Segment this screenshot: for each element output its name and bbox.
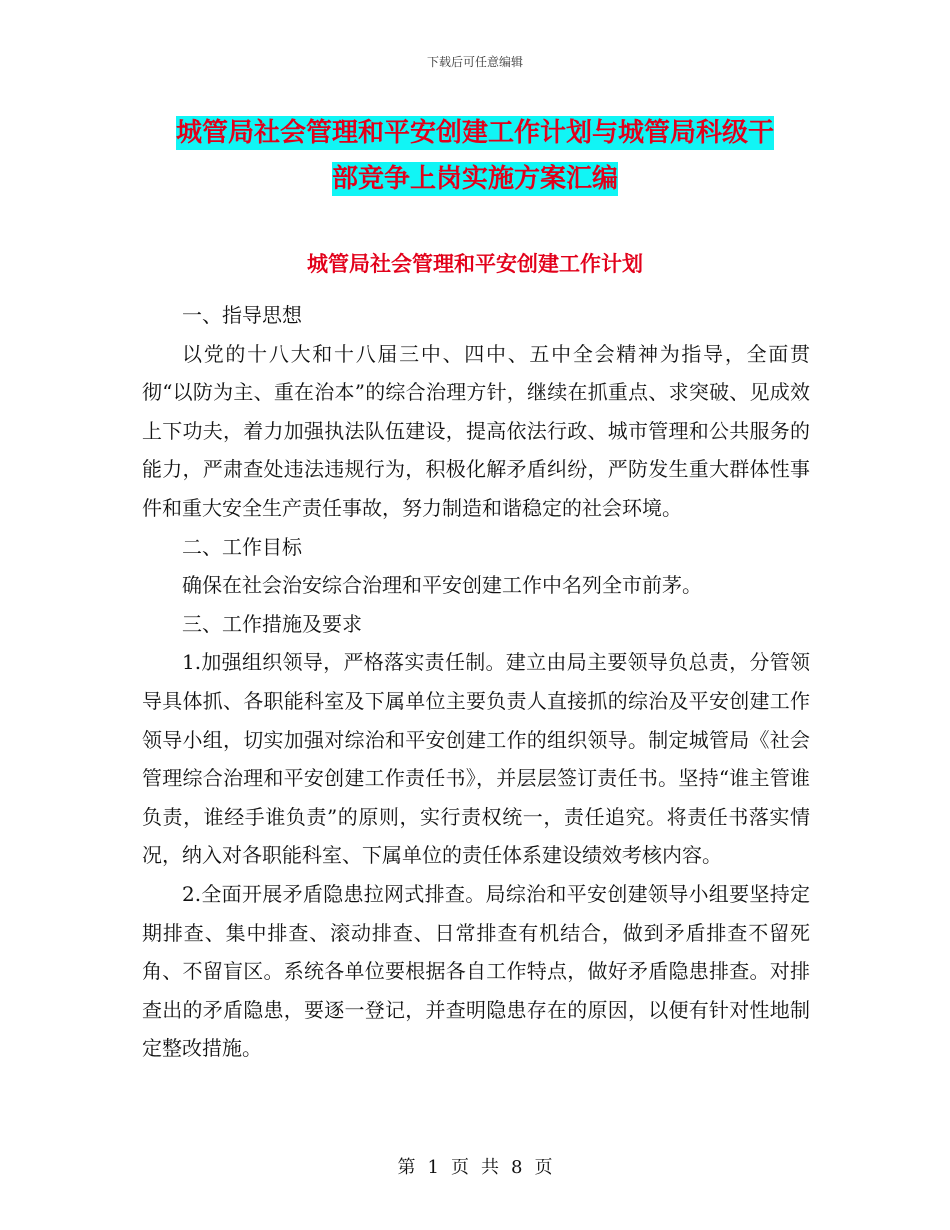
heading-work-goal: 二、工作目标: [182, 534, 302, 559]
paragraph-measure-1: 1.加强组织领导，严格落实责任制。建立由局主要领导负总责，分管领导具体抓、各职能科室及下属单位主要负责人直接抓的综治及平安创建工作领导小组，切实加强对综治和平安创建工作的组织领导。制定城管局《社会管理综合治理和平安创建工作责任书》，并层层签订责任书。坚持“谁主管谁负责，谁经手谁负责”的原则，实行责权统一，责任追究。将责任书落实情况，纳入对各职能科室、下属单位的责任体系建设绩效考核内容。: [142, 650, 810, 868]
title-highlight-2: 部竞争上岗实施方案汇编: [331, 164, 618, 194]
header-note: 下载后可任意编辑: [426, 55, 523, 69]
page-footer: [0, 1153, 950, 1179]
paragraph-measure-2: 2.全面开展矛盾隐患拉网式排查。局综治和平安创建领导小组要坚持定期排查、集中排查、滚动排查、日常排查有机结合，做到矛盾排查不留死角、不留盲区。系统各单位要根据各自工作特点，做好矛盾隐患排查。对排查出的矛盾隐患，要逐一登记，并查明隐患存在的原因，以便有针对性地制定整改措施。: [142, 881, 810, 1061]
footer-di: 第: [397, 1157, 416, 1178]
document-title-line-1: [0, 112, 950, 149]
footer-total-pages: 8: [511, 1157, 523, 1178]
document-body: [142, 296, 810, 1068]
heading-guiding-thought: 一、指导思想: [182, 303, 302, 327]
footer-gong: 共: [481, 1157, 499, 1178]
paragraph-work-goal: 确保在社会治安综合治理和平安创建工作中名列全市前茅。: [182, 573, 702, 598]
section-title: 城管局社会管理和平安创建工作计划: [307, 252, 643, 276]
paragraph-guiding-thought: 以党的十八大和十八届三中、四中、五中全会精神为指导，全面贯彻“以防为主、重在治本”的综合治理方针，继续在抓重点、求突破、见成效上下功夫，着力加强执法队伍建设，提高依法行政、城市管理和公共服务的能力，严肃查处违法违规行为，积极化解矛盾纠纷，严防发生重大群体性事件和重大安全生产责任事故，努力制造和谐稳定的社会环境。: [142, 341, 810, 520]
footer-ye2: 页: [534, 1157, 553, 1178]
heading-measures: 三、工作措施及要求: [182, 611, 362, 636]
document-title-line-2: [0, 158, 950, 195]
footer-ye: 页: [451, 1157, 469, 1178]
footer-page-number: 1: [427, 1157, 439, 1178]
title-highlight-1: 城管局社会管理和平安创建工作计划与城管局科级干: [175, 118, 774, 148]
